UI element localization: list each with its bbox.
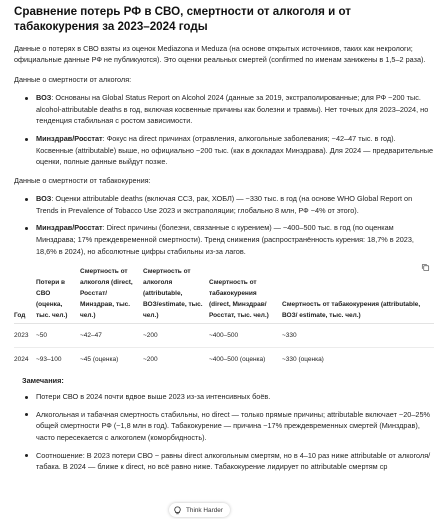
table-cell: ~93–100: [36, 356, 62, 364]
tobacco-list: [14, 193, 434, 257]
item-label: Минздрав/Росстат: [36, 134, 103, 143]
table-cell: ~200: [143, 356, 158, 364]
column-header: Смертность от алкоголя (direct, Росстат/ Минздрав, тыс. чел.): [80, 264, 143, 324]
list-item: [36, 92, 434, 127]
column-header: Год: [14, 264, 36, 324]
column-header: Потери в СВО (оценка, тыс. чел.): [36, 264, 80, 324]
copy-icon[interactable]: [421, 263, 430, 272]
list-item: [36, 222, 434, 257]
table-header-row: [14, 264, 434, 324]
table-cell: ~50: [36, 324, 80, 348]
column-header: Смертность от табакокурения (direct, Минздрав/ Росстат, тыс. чел.): [209, 264, 282, 324]
think-harder-button[interactable]: [169, 503, 230, 517]
item-label: ВОЗ: [36, 194, 52, 204]
table-cell: 2023: [14, 324, 36, 348]
list-item: Соотношение: В 2023 потери СВО ~ равны direct алкогольным смертям, но в 4–10 раз ниже attributable от алкоголя/табака. В 2024 — ближе к direct, но всё равно ниже. Табакокурение лидирует по attributable смертям ср: [36, 450, 434, 473]
alcohol-list: [14, 92, 434, 168]
think-harder-label: Think Harder: [186, 506, 223, 514]
lightbulb-icon: [173, 506, 182, 515]
list-item: Алкогольная и табачная смертность стабильны, но direct — только прямые причины; attributable включает ~20–25% общей смертности РФ (~1,8 млн в год). Табакокурение — причина ~17% преждевременных смертей (Минздрав), часто пересекается с алкоголем (коморбидность).: [36, 409, 434, 444]
item-text: : Фокус на direct причинах (отравления, алкогольные заболевания; ~42–47 тыс. в год). Косвенные (attributable) выше, но официально ~200 тыс. (как в докладах Минздрава). Для 2024 — предварительные оценки, полные данные выйдут позже.: [36, 134, 434, 167]
item-text: : Direct причины (болезни, связанные с курением) — ~400–500 тыс. в год (по оценкам Минздрава; 17% преждевременной смертности). Тренд снижения (распространённость курения: 18,7% в 2023, 18,6% в 2024), но абсолютные цифры стабильны из-за лагов.: [36, 223, 414, 256]
notes-heading: Замечания:: [22, 376, 64, 386]
list-item: [36, 133, 434, 168]
item-text: : Оценки attributable deaths (включая ССЗ, рак, ХОБЛ) — ~330 тыс. в год (на основе WHO Global Report on Trends in Prevalence of Tobacco Use 2023 и экстраполяции; глобально 8 млн, РФ ~4% от этого).: [36, 194, 413, 215]
item-text: : Основаны на Global Status Report on Alcohol 2024 (данные за 2019, экстраполированные; для РФ ~200 тыс. alcohol-attributable deaths в год, включая косвенные причины как болезни и травмы). Нет точных для 2023–2024, но тенденция стабильная с ростом зависимости.: [36, 93, 429, 126]
table-row: [14, 324, 434, 348]
table-cell: ~330: [282, 324, 434, 348]
alcohol-heading: Данные о смертности от алкоголя:: [14, 74, 132, 84]
table-cell: ~400–500: [209, 324, 282, 348]
item-label: ВОЗ: [36, 93, 52, 103]
table-cell: ~400–500 (оценка): [209, 356, 266, 364]
list-item: Потери СВО в 2024 почти вдвое выше 2023 из-за интенсивных боёв.: [36, 391, 434, 403]
table-cell: ~330 (оценка): [282, 356, 324, 364]
column-header: Смертность от алкоголя (attributable, ВОЗ/estimate, тыс. чел.): [143, 264, 209, 324]
comparison-table: [14, 264, 434, 371]
table-cell: ~45 (оценка): [80, 356, 119, 364]
table-cell: 2024: [14, 356, 29, 364]
notes-list: [14, 391, 434, 473]
comparison-table-container: [14, 264, 434, 371]
table-row: [14, 348, 434, 372]
table-cell: ~200: [143, 324, 209, 348]
intro-paragraph: Данные о потерях в СВО взяты из оценок Mediazona и Meduza (на основе открытых источников, таких как некрологи; официальные данные РФ не публикуются). Это оценки реальных смертей (confirmed по именам занижены в 1,5–2 раза).: [14, 44, 426, 65]
table-cell: ~42–47: [80, 324, 143, 348]
list-item: [36, 193, 434, 216]
page-title: Сравнение потерь РФ в СВО, смертности от алкоголя и от табакокурения за 2023–2024 годы: [14, 5, 351, 33]
tobacco-heading: Данные о смертности от табакокурения:: [14, 175, 151, 185]
item-label: Минздрав/Росстат: [36, 223, 103, 233]
column-header: Смертность от табакокурения (attributable, ВОЗ/ estimate, тыс. чел.): [282, 264, 434, 324]
